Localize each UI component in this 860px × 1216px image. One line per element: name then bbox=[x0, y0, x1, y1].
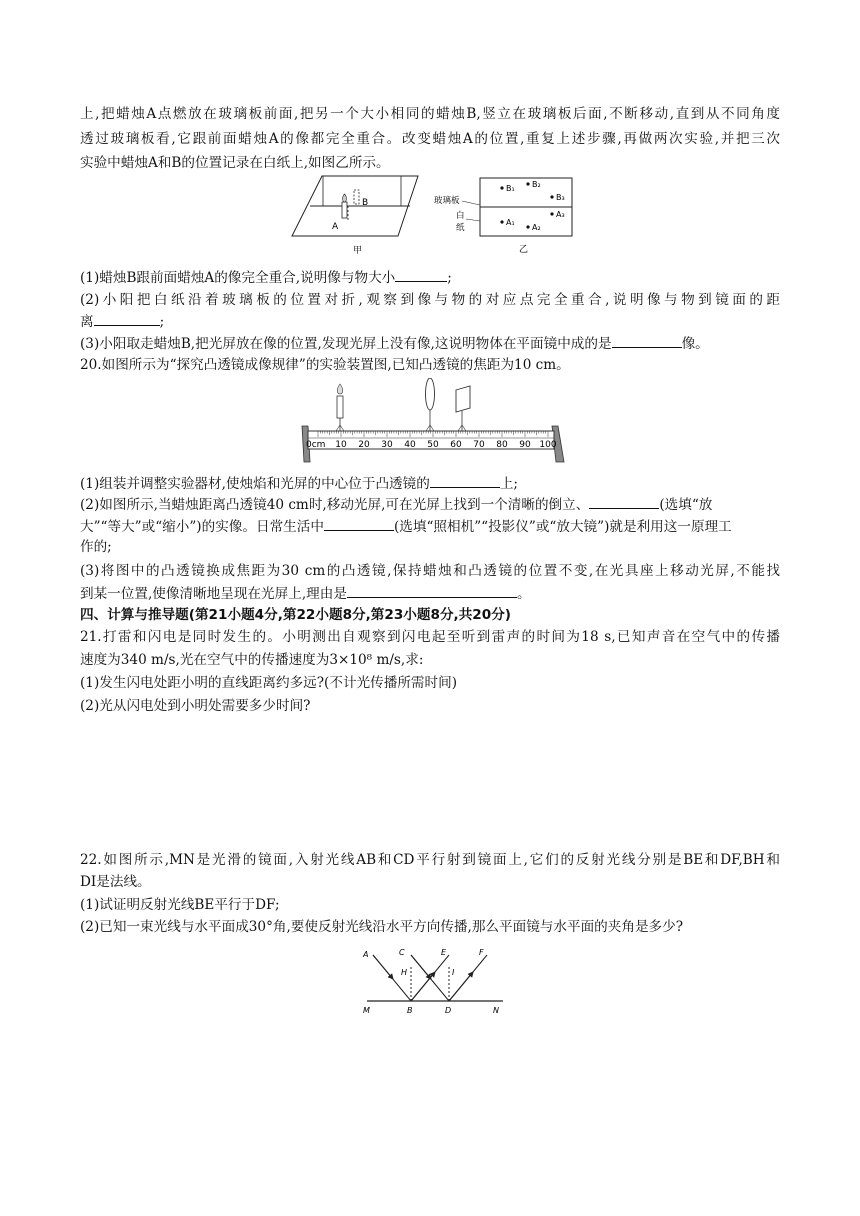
q22-part2: (2)已知一束光线与水平面成30°角,要使反射光线沿水平方向传播,那么平面镜与水平面的夹角是多少? bbox=[80, 919, 684, 935]
answer-blank-20-1[interactable] bbox=[430, 473, 500, 488]
scale-label: 60 bbox=[450, 440, 462, 450]
flame-icon bbox=[337, 384, 342, 394]
q20-part2-line-3: 作的; bbox=[80, 539, 112, 555]
q22-part1: (1)试证明反射光线BE平行于DF; bbox=[80, 897, 280, 913]
answer-blank-19-2[interactable] bbox=[94, 311, 160, 326]
q19-part2-line-2: 离 ; bbox=[80, 311, 164, 332]
scale-label: 100 bbox=[539, 440, 557, 450]
answer-blank-20-4[interactable] bbox=[347, 583, 517, 598]
label-h: H bbox=[401, 968, 408, 977]
figure-yi-white-paper-record bbox=[430, 172, 576, 258]
q19-intro-line-2: 透过玻璃板看,它跟前面蜡烛A的像都完全重合。改变蜡烛A的位置,重复上述步骤,再做两次实验,并把三次 bbox=[80, 131, 780, 147]
scale-label: 40 bbox=[404, 440, 416, 450]
point-b2: B₂ bbox=[532, 180, 541, 189]
q21-part1: (1)发生闪电处距小明的直线距离约多远?(不计光传播所需时间) bbox=[80, 675, 457, 691]
label-c: C bbox=[399, 948, 405, 957]
q21-stem-line-1: 21.打雷和闪电是同时发生的。小明测出自观察到闪电起至听到雷声的时间为18 s,已知声音在空气中的传播 bbox=[80, 629, 780, 645]
answer-blank-19-1[interactable] bbox=[395, 267, 447, 282]
caption-jia: 甲 bbox=[353, 246, 363, 256]
q19-part3: (3)小阳取走蜡烛B,把光屏放在像的位置,发现光屏上没有像,这说明物体在平面镜中成的是 像。 bbox=[80, 333, 709, 354]
point-b3: B₃ bbox=[556, 193, 565, 202]
figure-jia-glass-plate-experiment bbox=[290, 172, 430, 256]
label-n: N bbox=[493, 1006, 499, 1015]
scale-label: 90 bbox=[519, 440, 531, 450]
q21-part2: (2)光从闪电处到小明处需要多少时间? bbox=[80, 698, 311, 714]
scale-label: 20 bbox=[358, 440, 370, 450]
flame-icon bbox=[343, 194, 347, 202]
label-d: D bbox=[445, 1006, 452, 1015]
answer-blank-20-3[interactable] bbox=[324, 516, 394, 531]
label-paper-2: 纸 bbox=[456, 223, 465, 233]
answer-blank-19-3[interactable] bbox=[612, 333, 682, 348]
q20-stem: 20.如图所示为“探究凸透镜成像规律”的实验装置图,已知凸透镜的焦距为10 cm。 bbox=[80, 357, 570, 373]
section-4-heading: 四、计算与推导题(第21小题4分,第22小题8分,第23小题8分,共20分) bbox=[80, 607, 512, 623]
convex-lens-icon bbox=[426, 378, 435, 431]
scale-labels bbox=[306, 440, 557, 450]
q20-part1: (1)组装并调整实验器材,使烛焰和光屏的中心位于凸透镜的 上; bbox=[80, 473, 518, 494]
label-i: I bbox=[452, 968, 455, 977]
point-a3: A₃ bbox=[556, 210, 565, 219]
q19-intro-line-1: 上,把蜡烛A点燃放在玻璃板前面,把另一个大小相同的蜡烛B,竖立在玻璃板后面,不断移动,直到从不同角度 bbox=[80, 106, 780, 122]
label-b: B bbox=[362, 198, 369, 208]
candle-b-icon bbox=[354, 190, 359, 204]
scale-label: 0cm bbox=[306, 440, 326, 450]
optical-bench-figure bbox=[294, 378, 574, 464]
q20-part3-line-1: (3)将图中的凸透镜换成焦距为30 cm的凸透镜,保持蜡烛和凸透镜的位置不变,在光具座上移动光屏,不能找 bbox=[80, 563, 780, 579]
label-glass-plate: 玻璃板 bbox=[434, 196, 460, 206]
label-e: E bbox=[441, 948, 447, 957]
q22-stem-line-2: DI是法线。 bbox=[80, 874, 151, 890]
label-b: B bbox=[407, 1006, 413, 1015]
q22-stem-line-1: 22.如图所示,MN是光滑的镜面,入射光线AB和CD平行射到镜面上,它们的反射光线分别是BE和DF,BH和 bbox=[80, 852, 780, 868]
answer-blank-20-2[interactable] bbox=[589, 494, 659, 509]
candle-icon bbox=[336, 384, 344, 431]
light-screen-icon bbox=[456, 386, 470, 431]
q19-part2-line-1: (2)小阳把白纸沿着玻璃板的位置对折,观察到像与物的对应点完全重合,说明像与物到镜面的距 bbox=[80, 292, 780, 308]
q20-part2-line-2: 大”“等大”或“缩小”)的实像。日常生活中 (选填“照相机”“投影仪”或“放大镜”)就是利用这一原理工 bbox=[80, 516, 732, 537]
scale-label: 50 bbox=[427, 440, 439, 450]
q19-intro-line-3: 实验中蜡烛A和B的位置记录在白纸上,如图乙所示。 bbox=[80, 155, 390, 171]
caption-yi: 乙 bbox=[519, 245, 529, 255]
label-m: M bbox=[363, 1006, 370, 1015]
q21-stem-line-2: 速度为340 m/s,光在空气中的传播速度为3×10⁸ m/s,求: bbox=[80, 652, 424, 668]
scale-label: 10 bbox=[335, 440, 347, 450]
label-f: F bbox=[479, 948, 484, 957]
scale-label: 70 bbox=[473, 440, 485, 450]
q19-part1: (1)蜡烛B跟前面蜡烛A的像完全重合,说明像与物大小 ; bbox=[80, 267, 452, 288]
candle-a-icon bbox=[342, 202, 347, 218]
point-a2: A₂ bbox=[532, 223, 541, 232]
label-a: A bbox=[332, 222, 339, 232]
point-b1: B₁ bbox=[506, 184, 515, 193]
label-a: A bbox=[363, 950, 369, 959]
mirror-reflection-figure bbox=[355, 945, 515, 1017]
scale-label: 30 bbox=[381, 440, 393, 450]
point-a1: A₁ bbox=[506, 218, 515, 227]
q20-part2-line-1: (2)如图所示,当蜡烛距离凸透镜40 cm时,移动光屏,可在光屏上找到一个清晰的倒立、 (选填“放 bbox=[80, 494, 712, 515]
scale-label: 80 bbox=[496, 440, 508, 450]
q20-part3-line-2: 到某一位置,使像清晰地呈现在光屏上,理由是 。 bbox=[80, 583, 531, 604]
label-paper-1: 白 bbox=[456, 211, 465, 221]
